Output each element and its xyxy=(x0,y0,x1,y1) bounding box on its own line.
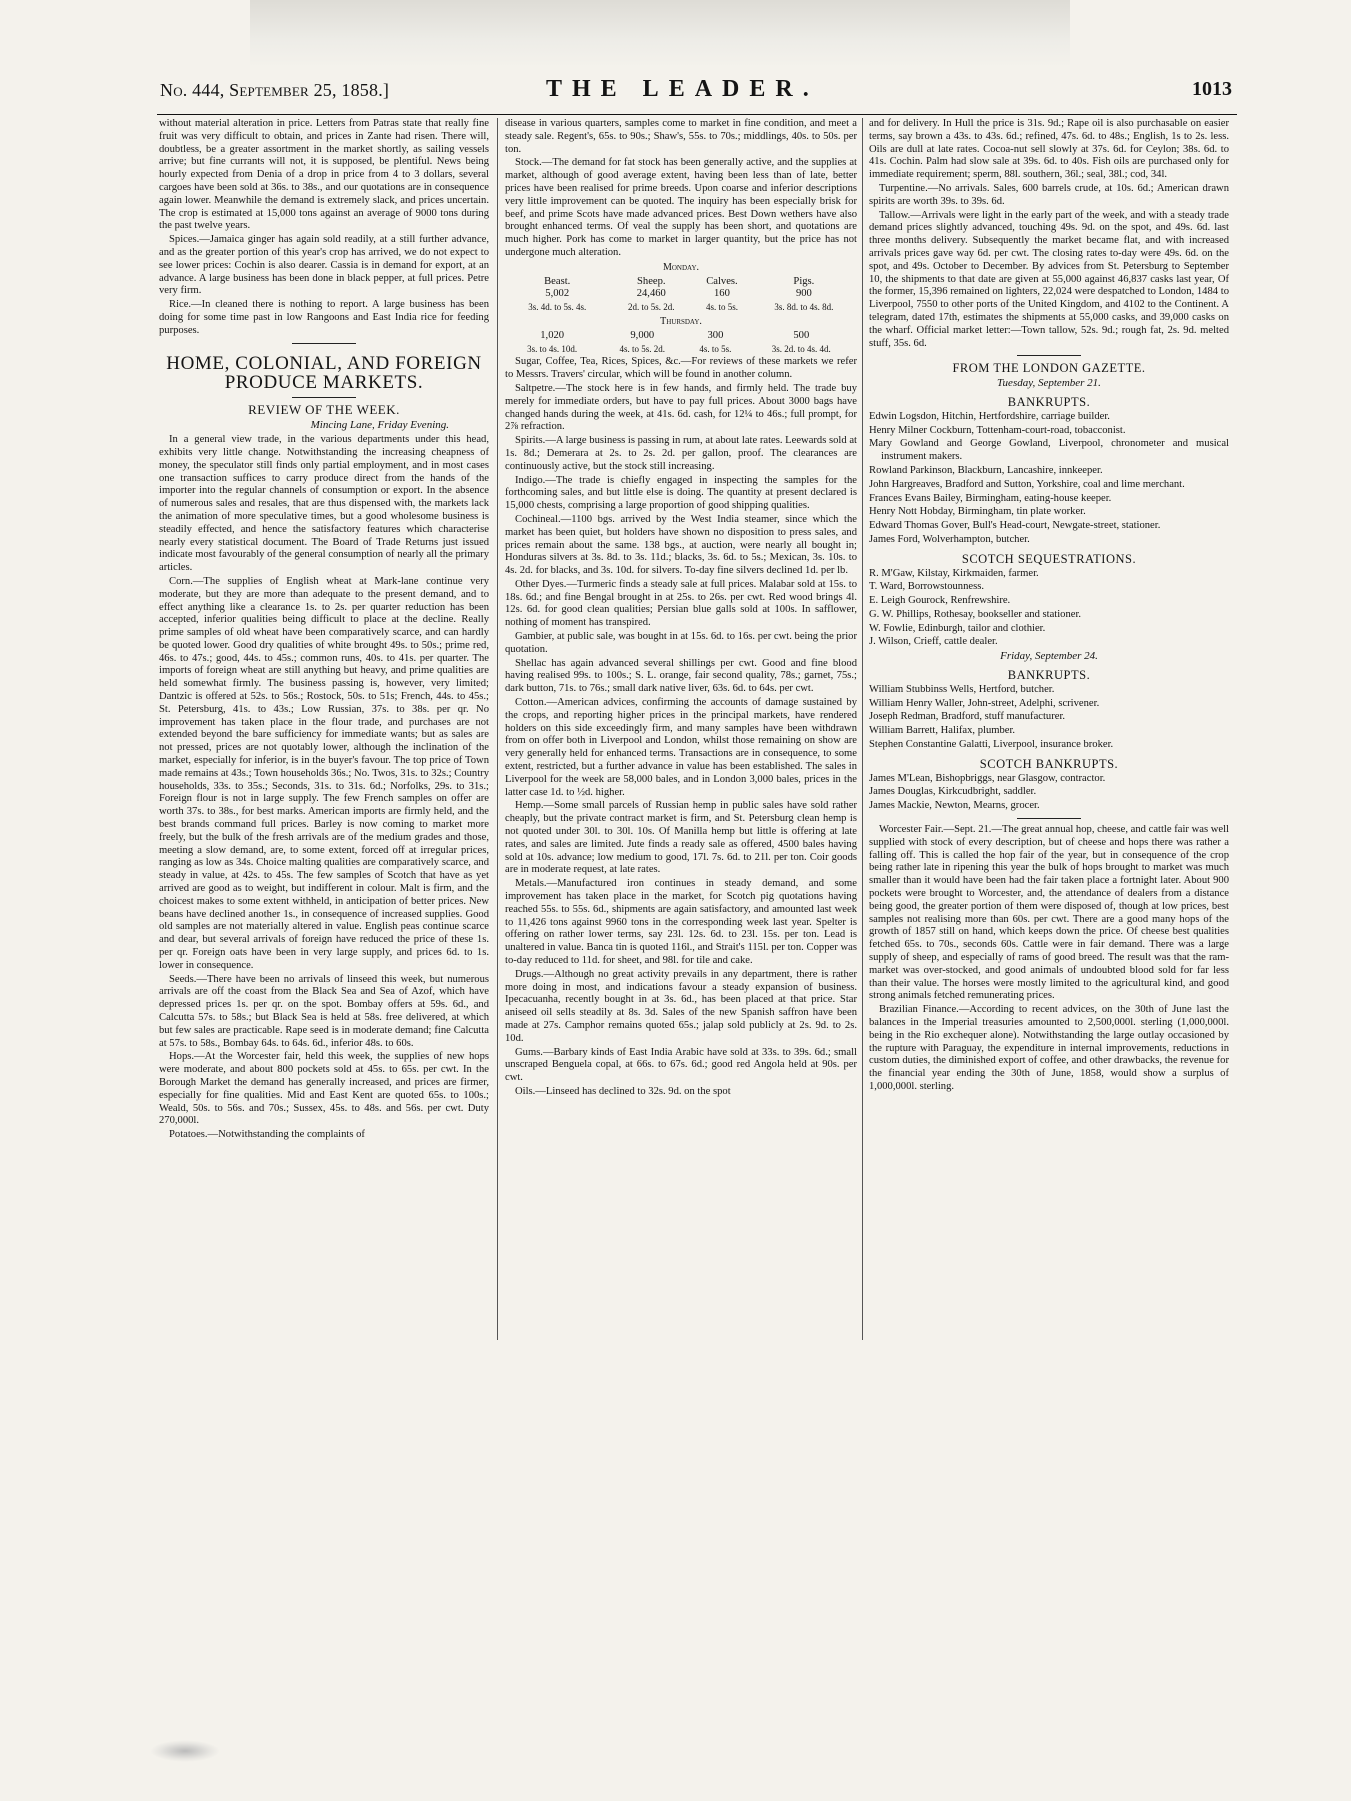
paragraph-brazilian-finance: Brazilian Finance.—According to recent advices, on the 30th of June last the balances in the Imperial treasuries amounted to 2,500,000l. sterling (1,000,000l. being in the Rio exchequer alone). Notwithstanding the large outlay occasioned by the rupture with Paraguay, the expenditure in internal improvements, reductions in custom duties, the diminished export of coffee, and other drawbacks, the revenue for the financial year ending the 30th of June, 1858, would show a surplus of 1,000,000l. sterling. xyxy=(869,1004,1229,1092)
table-cell: 3s. 2d. to 4s. 4d. xyxy=(771,343,831,354)
paragraph-saltpetre: Saltpetre.—The stock here is in few hands, and firmly held. The trade buy merely for immediate orders, but have to pay full prices. About 3000 bags have changed hands during the week, at 41s. 6d. cash, for 12¼ to 46s.; full prompt, for 2⅞ refraction. xyxy=(505,382,857,433)
list-item: Rowland Parkinson, Blackburn, Lancashire, innkeeper. xyxy=(869,464,1103,476)
table-cell: 5,002 xyxy=(545,288,570,300)
table-row xyxy=(505,276,857,289)
livestock-table-thursday xyxy=(505,330,857,356)
table-row xyxy=(505,301,857,314)
table-header-cell: Pigs. xyxy=(793,275,815,287)
gazette-date: Friday, September 24. xyxy=(1000,650,1098,663)
list-item: John Hargreaves, Bradford and Sutton, Yorkshire, coal and lime merchant. xyxy=(869,478,1185,490)
scan-smudge xyxy=(150,1740,220,1762)
scan-discoloration xyxy=(250,0,1070,68)
gazette-heading: FROM THE LONDON GAZETTE. xyxy=(952,361,1146,376)
table-cell: 2d. to 5s. 2d. xyxy=(628,302,675,313)
table-row xyxy=(505,330,857,343)
list-item: James M'Lean, Bishopbriggs, near Glasgow, contractor. xyxy=(869,772,1106,784)
table-cell: 4s. to 5s. 2d. xyxy=(619,343,666,354)
paragraph-hops: Hops.—At the Worcester fair, held this week, the supplies of new hops were moderate, and about 800 pockets sold at 45s. to 65s. per cwt. In the Borough Market the demand has generally increased, and prices are firmer, especially for fine qualities. Mid and East Kent are quoted 65s. to 100s.; Weald, 50s. to 56s. and 70s.; Sussex, 45s. to 48s. and 56s. per cwt. Duty 270,000l. xyxy=(159,1051,489,1127)
list-item: Edward Thomas Gover, Bull's Head-court, Newgate-street, stationer. xyxy=(869,520,1161,532)
table-header-cell: Calves. xyxy=(706,275,738,287)
table-cell: 500 xyxy=(793,329,810,341)
page-number: 1013 xyxy=(1192,78,1232,100)
column-rule xyxy=(862,118,863,1340)
section-divider xyxy=(1017,818,1081,819)
table-header-cell: Sheep. xyxy=(637,275,666,287)
list-item: Joseph Redman, Bradford, stuff manufacturer. xyxy=(869,711,1066,723)
newspaper-title: THE LEADER. xyxy=(546,76,819,102)
table-cell: 4s. to 5s. xyxy=(705,302,738,313)
list-item: R. M'Gaw, Kilstay, Kirkmaiden, farmer. xyxy=(869,567,1039,579)
table-cell: 24,460 xyxy=(636,288,666,300)
paragraph-currants: without material alteration in price. Letters from Patras state that really fine fruit was very difficult to obtain, and prices in Zante had risen. There will, doubtless, be a greater assortment in the market shortly, as sailing vessels arrive; but fine currants will not, it is supposed, be plentiful. News being hourly expected from Denia of a drop in price from 4 to 3 dollars, several cargoes have been sold at 36s. to 38s., and our quotations are in consequence again lower. Meanwhile the demand is extremely slack, and prices uncertain. The crop is estimated at 15,000 tons against an average of 9000 tons during the past twelve years. xyxy=(159,118,489,232)
section-divider xyxy=(292,343,356,344)
paragraph-stock: Stock.—The demand for fat stock has been generally active, and the supplies at market, although of good average extent, having been less than of late, better prices have been realised for prime breeds. Upon coarse and inferior descriptions very little improvement can be quoted. The inquiry has been especially brisk for beef, and prime Scots have made advanced prices. Best Down wethers have also brought enhanced terms. Of veal the supply has been short, and quotations are much higher. Pork has come to market in larger quantity, but the price has not undergone much alteration. xyxy=(505,157,857,258)
table-cell: 3s. 4d. to 5s. 4s. xyxy=(528,302,587,313)
list-item: T. Ward, Borrowstounness. xyxy=(869,581,984,593)
list-item: Stephen Constantine Galatti, Liverpool, insurance broker. xyxy=(869,739,1114,751)
masthead-rule xyxy=(157,114,1237,115)
list-item: James Ford, Wolverhampton, butcher. xyxy=(869,533,1030,545)
table-cell: 3s. 8d. to 4s. 8d. xyxy=(774,302,834,313)
paragraph-hemp: Hemp.—Some small parcels of Russian hemp in public sales have sold rather cheaply, but the private contract market is firm, and St. Petersburg clean hemp is not quoted under 30l. to 30l. 10s. Of Manilla hemp but little is offering at late rates, and sales are limited. Jute finds a ready sale as offered, 4500 bales having sold at 10s. advance; low medium to good, 17l. 7s. 6d. to 21l. per ton. Coir goods are in moderate request, at late rates. xyxy=(505,800,857,876)
dateline: Mincing Lane, Friday Evening. xyxy=(310,419,449,432)
bankrupts-heading: BANKRUPTS. xyxy=(1007,394,1091,409)
paragraph-oils: Oils.—Linseed has declined to 32s. 9d. on the spot xyxy=(515,1085,731,1097)
table-cell: 300 xyxy=(707,329,724,341)
paragraph-sugar: Sugar, Coffee, Tea, Rices, Spices, &c.—For reviews of these markets we refer to Messrs. Travers' circular, which will be found in another column. xyxy=(505,356,857,381)
list-item: James Mackie, Newton, Mearns, grocer. xyxy=(869,800,1040,812)
sequestrations-heading: SCOTCH SEQUESTRATIONS. xyxy=(961,551,1137,566)
column-3 xyxy=(869,118,1229,1095)
table-cell: 9,000 xyxy=(630,329,655,341)
section-divider xyxy=(292,397,356,398)
list-item: J. Wilson, Crieff, cattle dealer. xyxy=(869,636,998,648)
table-cell: 900 xyxy=(795,288,812,300)
list-item: Henry Milner Cockburn, Tottenham-court-road, tobacconist. xyxy=(869,424,1126,436)
paragraph-spices: Spices.—Jamaica ginger has again sold readily, at a still further advance, and as the greater portion of this year's crop has arrived, we do not expect to see lower prices: Cochin is also dearer. Cassia is in demand for export, at an advance. A large business has been done in black pepper, at full prices. Petre very firm. xyxy=(159,234,489,297)
livestock-table-monday xyxy=(505,276,857,314)
paragraph-metals: Metals.—Manufactured iron continues in steady demand, and some improvement has taken place in the market, for Scotch pig quotations having reached 55s. to 55s. 6d., shipments are again satisfactory, and amounted last week to 11,426 tons against 9960 tons in the corresponding week last year. Spelter is offering on rather lower terms, say 23l. 12s. 6d. to 23l. 15s. per ton. Lead is unaltered in value. Banca tin is quoted 116l., and Strait's 115l. per ton. Copper was to-day reduced to 11d. for sheet, and 98l. for tile and cake. xyxy=(505,878,857,966)
table-cell: 1,020 xyxy=(540,329,565,341)
bankrupts-heading: BANKRUPTS. xyxy=(1007,668,1091,683)
paragraph-worcester-fair: Worcester Fair.—Sept. 21.—The great annual hop, cheese, and cattle fair was well supplied with stock of every description, but of cheese and hops there was rather a falling off. This is called the hop fair of the year, but in consequence of the crop being rather late in ripening this year the bulk of hops brought to market was much smaller than it would have been had the fair taken place a fortnight later. About 900 pockets were brought to Worcester, and, the attendance of dealers from a distance being good, the greater portion of them were disposed of, though at low prices, best samples not realising more than 60s. per cwt. There are a good many hops of the growth of 1857 still on hand, which keeps down the price. Of cheese best qualities fetched 65s. to 70s., seconds 60s. Cattle were in fair demand. There was a large supply of sheep, and especially of rams of good breed. The result was that the ram-market was over-stocked, and good animals of undoubted blood sold for far less than their value. The horses were mostly limited to the agricultural kind, and good strong animals fetched remunerating prices. xyxy=(869,824,1229,1002)
list-item: Henry Nott Hobday, Birmingham, tin plate worker. xyxy=(869,506,1086,518)
table-cell: 4s. to 5s. xyxy=(699,343,732,354)
list-item: James Douglas, Kirkcudbright, saddler. xyxy=(869,786,1037,798)
paragraph-shellac: Shellac has again advanced several shillings per cwt. Good and fine blood having realised 99s. to 100s.; S. L. orange, fair second quality, 78s.; garnet, 75s.; dark button, 71s. to 76s.; small dark native liver, 63s. 6d. to 64s. per cwt. xyxy=(505,657,857,695)
list-item: W. Fowlie, Edinburgh, tailor and clothier. xyxy=(869,622,1046,634)
section-heading-produce-markets: HOME, COLONIAL, AND FOREIGN PRODUCE MARKETS. xyxy=(166,352,482,393)
table-caption-monday: Monday. xyxy=(662,261,700,273)
list-item: E. Leigh Gourock, Renfrewshire. xyxy=(869,595,1011,607)
column-2 xyxy=(505,118,857,1100)
column-rule xyxy=(497,118,498,1340)
table-caption-thursday: Thursday. xyxy=(660,315,702,327)
table-cell: 160 xyxy=(714,288,730,300)
paragraph-turpentine: Turpentine.—No arrivals. Sales, 600 barrels crude, at 10s. 6d.; American drawn spirits are worth 39s. to 39s. 6d. xyxy=(869,182,1229,207)
paragraph-seeds: Seeds.—There have been no arrivals of linseed this week, but numerous arrivals are off the coast from the Black Sea and Sea of Azof, which have depressed prices 1s. per qr. on the spot. Bombay offers at 59s. 6d., and Calcutta 57s. to 58s.; but Black Sea is held at 58s. free delivered, at which but few sales are practicable. Rape seed is in moderate demand; fine Calcutta at 57s. to 58s., Bombay 64s. to 64s. 6d., inferior 48s. to 60s. xyxy=(159,973,489,1049)
paragraph-cochineal: Cochineal.—1100 bgs. arrived by the West India steamer, since which the market has been quiet, but holders have shown no disposition to press sales, and prices remain about the same. 138 bgs., at auction, were nearly all bought in; Honduras silvers at 3s. 8d. to 3s. 11d.; blacks, 3s. 6d. to 5s.; Mexican, 3s. 10s. to 4s. 2d. for blacks, and 3s. 10d. for silvers. To-day fine silvers declined 1d. per lb. xyxy=(505,513,857,577)
masthead xyxy=(148,74,1248,114)
paragraph-corn: Corn.—The supplies of English wheat at Mark-lane continue very moderate, but they are more than adequate to the present demand, and to effect anything like a clearance 1s. to 2s. per quarter reduction has been accepted, inferior qualities being difficult to place at the decline. Really prime samples of old wheat have been comparatively scarce, and can hardly be quoted lower. Good dry qualities of white brought 49s. to 50s.; prime red, 46s. to 47s.; good, 44s. to 45s.; common runs, 40s. to 41s. per quarter. The imports of foreign wheat are still anything but heavy, and prime qualities are held somewhat firmly. The business passing is, however, very limited; Dantzic is offered at 52s. to 56s.; Rostock, 50s. to 51s; French, 44s. to 45s.; St. Petersburg, 41s. to 43s.; Low Russian, 37s. to 38s. per qr. No improvement has taken place in the flour trade, and purchases are not extended beyond the bare sufficiency for immediate wants; but as sales are not pressed, prices are not quotably lower, although the inclination of the market, especially for inferior, is in the buyer's favour. The top price of Town made remains at 43s.; Town households 36s.; No. Twos, 31s. to 32s.; Country households, 33s. to 35s.; Seconds, 31s. to 31s. 6d.; Norfolks, 29s. to 31s.; Foreign flour is not in large supply. The few French samples on offer are worth 37s. to 38s., for best marks. American imports are firmly held, and the best brands command full prices. Barley is now coming to market more freely, but the bulk of the fresh arrivals are of the medium grades and those, meeting a slow demand, are, to some extent, forced off at irregular prices, ranging as low as 34s. Choice malting qualities are comparatively scarce, and steady in value, at 42s. to 45s. The few samples of Scotch that have as yet arrived are good as to weight, but indifferent in colour. Malt is firm, and the choicest makes to some extent withheld, in anticipation of better prices. New beans have declined another 1s., in consequence of increased supplies. Good old samples are not materially altered in value. English peas continue scarce and dear, but several arrivals of foreign have reduced the price of these 1s. per qr. Foreign oats have been in very large supply, and prices 6d. to 1s. lower in consequence. xyxy=(159,575,489,971)
table-row xyxy=(505,343,857,356)
list-item: Edwin Logsdon, Hitchin, Hertfordshire, carriage builder. xyxy=(869,410,1110,422)
paragraph-spirits: Spirits.—A large business is passing in rum, at about late rates. Leewards sold at 1s. 8d.; Demerara at 2s. to 2s. 2d. per gallon, proof. The clearances are continuously active, but the stock still increasing. xyxy=(505,435,857,472)
paragraph-cotton: Cotton.—American advices, confirming the accounts of damage sustained by the crops, and reporting higher prices in the principal markets, have rendered holders on this side exceedingly firm, and many samples have been withdrawn from on offer both in Liverpool and London, whilst those remaining on show are very generally held for enhanced terms. Transactions are in consequence, to some extent, restricted, but a further advance in value has been established. The sales in Liverpool for the week are 58,000 bales, and in London 3,000 bales, prices in the latter case 1d. to ½d. higher. xyxy=(505,697,857,798)
table-header-cell: Beast. xyxy=(544,275,571,287)
gazette-date: Tuesday, September 21. xyxy=(997,377,1101,390)
section-divider xyxy=(1017,355,1081,356)
paragraph-potatoes: Potatoes.—Notwithstanding the complaints of xyxy=(169,1129,365,1141)
paragraph-gambier: Gambier, at public sale, was bought in at 15s. 6d. to 16s. per cwt. being the prior quotation. xyxy=(505,631,857,655)
paragraph-drugs: Drugs.—Although no great activity prevails in any department, there is rather more doing in most, and indications favour a steady expansion of business. Ipecacuanha, recently bought in at 3s. 6d., has been placed at that price. Star aniseed oil sells steadily at 8s. 3d. Sales of the new Spanish saffron have been made at 27s. Camphor remains quoted 65s.; jalap sold publicly at 2s. 9d. to 2s. 10d. xyxy=(505,968,857,1044)
paragraph-dyes: Other Dyes.—Turmeric finds a steady sale at full prices. Malabar sold at 15s. to 18s. 6d.; and fine Bengal brought in at 25s. to 26s. per cwt. Red wood brings 4l. 12s. 6d. for good clean qualities; Persian blue galls sold at 100s. In safflower, nothing of moment has transpired. xyxy=(505,578,857,629)
paragraph-rice: Rice.—In cleaned there is nothing to report. A large business has been doing for some time past in low Rangoons and East India rice for feeding purposes. xyxy=(159,299,489,336)
subheading-review: REVIEW OF THE WEEK. xyxy=(248,401,400,417)
paragraph-intro: In a general view trade, in the various departments under this head, exhibits very little change. Notwithstanding the increasing cheapness of money, the speculator still finds only partial employment, and in most cases one transaction suffices to carry produce direct from the hands of the importer into the regular channels of consumption or export. In the absence of numerous sales and resales, that are thus dispensed with, the markets lack the animation of more speculative times, but a good wholesome business is steadily effected, and hence the satisfactory features which characterise nearly every statistical document. The Board of Trade Returns just issued indicate most favourably of the general consumption of nearly all the primary articles. xyxy=(159,434,489,574)
list-item: William Henry Waller, John-street, Adelphi, scrivener. xyxy=(869,697,1100,709)
list-item: William Stubbinss Wells, Hertford, butcher. xyxy=(869,683,1055,695)
scotch-bankrupts-heading: SCOTCH BANKRUPTS. xyxy=(979,756,1119,771)
table-cell: 3s. to 4s. 10d. xyxy=(527,343,578,354)
table-row xyxy=(505,288,857,301)
paragraph-gums: Gums.—Barbary kinds of East India Arabic have sold at 33s. to 39s. 6d.; small unscraped Benguela copal, at 66s. to 67s. 6d.; good red Angola held at 90s. per cwt. xyxy=(505,1046,857,1084)
paragraph-potatoes-continued: disease in various quarters, samples come to market in fine condition, and meet a steady sale. Regent's, 65s. to 90s.; Shaw's, 55s. to 70s.; middlings, 40s. to 50s. per ton. xyxy=(505,118,857,155)
list-item: William Barrett, Halifax, plumber. xyxy=(869,725,1016,737)
list-item: Mary Gowland and George Gowland, Liverpool, chronometer and musical instrument makers. xyxy=(869,438,1229,463)
paragraph-tallow: Tallow.—Arrivals were light in the early part of the week, and with a steady trade demand prices slightly advanced, touching 49s. 9d. on the spot, and 49s. 6d. last three months delivery. Subsequently the market became flat, and with increased arrivals prices gave way 6d. per cwt. The closing rates to-day were 49s. 6d. on the spot, and 49s. October to December. By advices from St. Petersburg to September 10, the shipments to that date are given at 55,000 against 46,837 casks last year, Of the former, 15,396 remained on lighters, 22,024 were despatched to London, 1484 to Liverpool, 7550 to other ports of the United Kingdom, and 4102 to the Continent. A telegram, dated 17th, estimates the shipments at 55,000 casks, and 39,000 casks on the wharf. Official market letter:—Town tallow, 52s. 9d.; rough fat, 2s. 9d. melted stuff, 35s. 6d. xyxy=(869,209,1229,349)
paragraph-indigo: Indigo.—The trade is chiefly engaged in inspecting the samples for the forthcoming sales, and but little else is doing. The quantity at present declared is 15,000 chests, comprising a large proportion of good shipping qualities. xyxy=(505,474,857,512)
list-item: Frances Evans Bailey, Birmingham, eating-house keeper. xyxy=(869,492,1112,504)
list-item: G. W. Phillips, Rothesay, bookseller and stationer. xyxy=(869,608,1082,620)
column-1 xyxy=(159,118,489,1143)
issue-line: No. 444, September 25, 1858.] xyxy=(160,80,390,100)
paragraph-oils-continued: and for delivery. In Hull the price is 31s. 9d.; Rape oil is also purchasable on easier terms, say brown a 43s. to 43s. 6d.; refined, 47s. 6d. to 48s.; English, 1s to 2s. less. Oils are dull at late rates. Cocoa-nut sell slowly at 37s. 6d. for Ceylon; 38s. 6d. to 41s. Cochin. Palm had slow sale at 39s. 6d. to 40s. Fish oils are purchased only for immediate requirement; sperm, 88l. southern, 36l.; seal, 38l.; cod, 34l. xyxy=(869,118,1229,181)
